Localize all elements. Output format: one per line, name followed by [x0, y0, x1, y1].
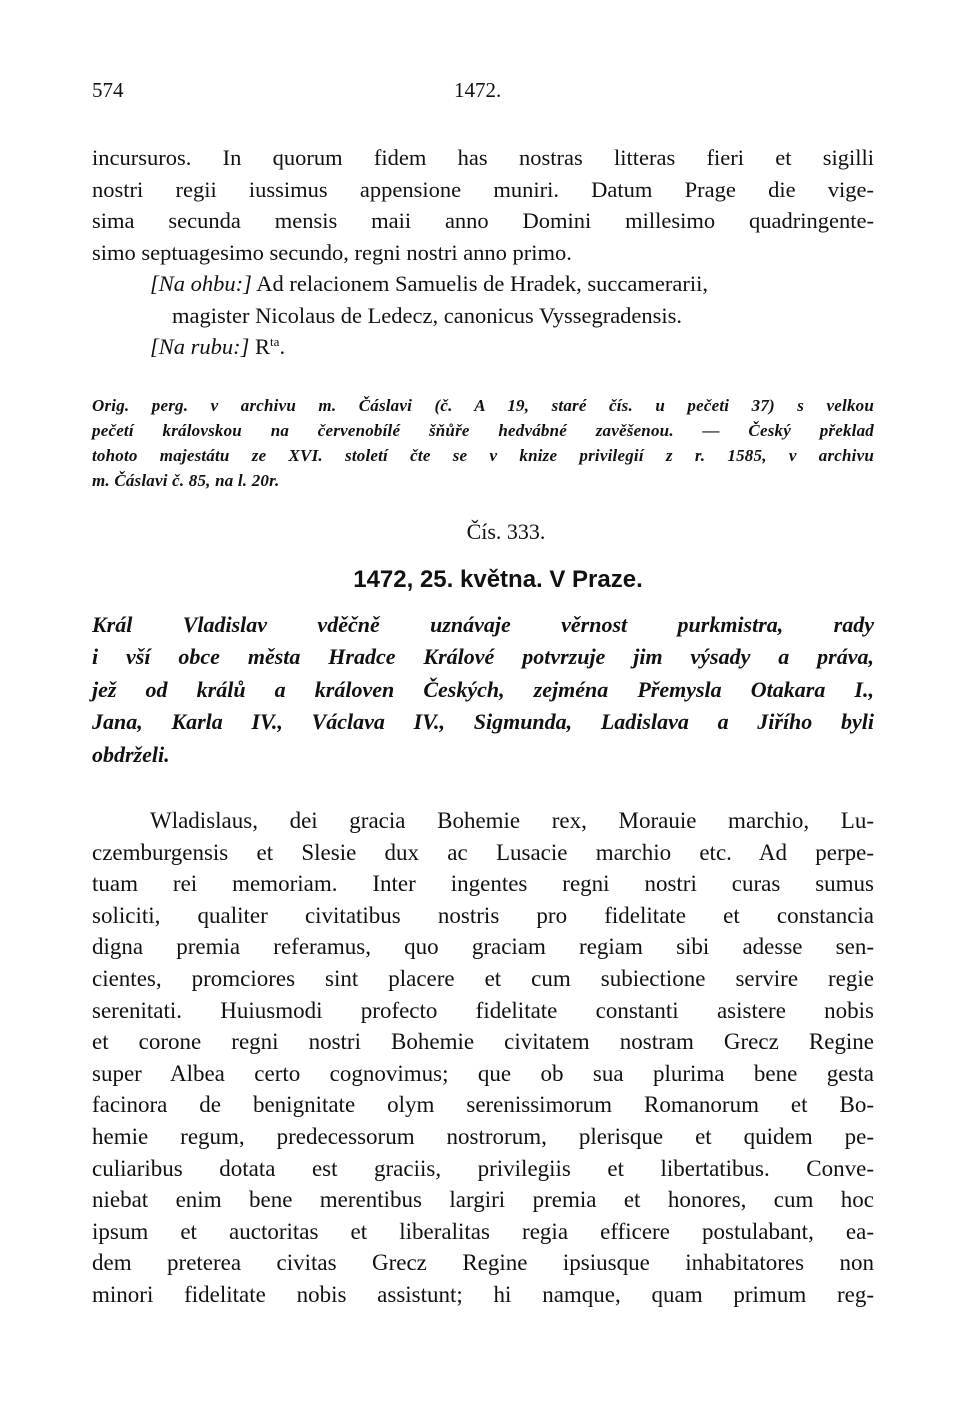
charter-line: digna premia referamus, quo graciam regiam sibi adesse sen-: [92, 934, 874, 960]
regest-line: obdrželi.: [92, 741, 170, 767]
source-note: [92, 393, 874, 493]
charter-line: Wladislaus, dei gracia Bohemie rex, Morauie marchio, Lu-: [150, 808, 874, 833]
document-date-place: 1472, 25. května. V Praze.: [353, 565, 643, 593]
previous-document-ending: [92, 142, 874, 268]
page-number: 574: [92, 78, 124, 102]
edge-label: [Na rubu:]: [150, 334, 250, 359]
source-note-line: Orig. perg. v archivu m. Čáslavi (č. A 19, staré čís. u pečeti 37) s velkou: [92, 395, 874, 415]
regest-line: Jana, Karla IV., Václava IV., Sigmunda, Ladislava a Jiřího byli: [92, 709, 874, 734]
edge-superscript: ta: [270, 334, 280, 349]
charter-line: super Albea certo cognovimus; que ob sua plurima bene gesta: [92, 1060, 874, 1086]
edge-text: R: [255, 334, 271, 359]
charter-line: cientes, promciores sint placere et cum subiectione servire regie: [92, 965, 874, 991]
charter-line: facinora de benignitate olym serenissimorum Romanorum et Bo-: [92, 1092, 874, 1118]
text-line: incursuros. In quorum fidem has nostras litteras fieri et sigilli: [92, 145, 874, 170]
charter-line: dem preterea civitas Grecz Regine ipsiusque inhabitatores non: [92, 1250, 874, 1276]
text-line: simo septuagesimo secundo, regni nostri anno primo.: [92, 239, 572, 265]
text-line: nostri regii iussimus appensione muniri. Datum Prage die vige-: [92, 176, 874, 202]
fold-label: [Na ohbu:]: [150, 271, 252, 296]
fold-text: Ad relacionem Samuelis de Hradek, succamerarii,: [256, 271, 708, 296]
charter-line: culiaribus dotata est graciis, privilegiis et libertatibus. Conve-: [92, 1155, 874, 1181]
charter-line: serenitati. Huiusmodi profecto fidelitate constanti asistere nobis: [92, 997, 874, 1023]
source-note-line: pečetí královskou na červenobílé šňůře hedvábné zavěšenou. — Český překlad: [92, 420, 874, 440]
endorsement-notes: [92, 268, 874, 363]
running-year: 1472.: [454, 78, 502, 102]
fold-note-line: [92, 268, 874, 300]
regest-line: jež od králů a královen Českých, zejména Přemysla Otakara I.,: [92, 676, 874, 702]
source-note-line: m. Čáslavi č. 85, na l. 20r.: [92, 470, 280, 490]
text-line: sima secunda mensis maii anno Domini millesimo quadringente-: [92, 208, 874, 233]
charter-line: niebat enim bene merentibus largiri premia et honores, cum hoc: [92, 1187, 874, 1213]
charter-text: [92, 805, 874, 1311]
charter-line: tuam rei memoriam. Inter ingentes regni nostri curas sumus: [92, 871, 874, 897]
regest-line: i vší obce města Hradce Králové potvrzuje jim výsady a práva,: [92, 644, 874, 669]
edge-note-line: [92, 331, 874, 363]
charter-line: czemburgensis et Slesie dux ac Lusacie marchio etc. Ad perpe-: [92, 839, 874, 865]
edge-end: .: [279, 334, 286, 359]
source-note-line: tohoto majestátu ze XVI. století čte se v knize privilegií z r. 1585, v archivu: [92, 445, 874, 465]
charter-line: minori fidelitate nobis assistunt; hi namque, quam primum reg-: [92, 1281, 874, 1307]
document-number: Čís. 333.: [466, 518, 546, 544]
regest-line: Král Vladislav vděčně uznávaje věrnost purkmistra, rady: [92, 611, 874, 637]
charter-line: ipsum et auctoritas et liberalitas regia efficere postulabant, ea-: [92, 1218, 874, 1244]
charter-line: et corone regni nostri Bohemie civitatem nostram Grecz Regine: [92, 1029, 874, 1055]
charter-line: hemie regum, predecessorum nostrorum, plerisque et quidem pe-: [92, 1123, 874, 1149]
running-head: [92, 78, 874, 112]
charter-line: soliciti, qualiter civitatibus nostris pro fidelitate et constancia: [92, 902, 874, 928]
book-page: [92, 78, 874, 1311]
fold-note-continuation: magister Nicolaus de Ledecz, canonicus Vyssegradensis.: [172, 302, 683, 328]
regest-summary: [92, 609, 874, 772]
